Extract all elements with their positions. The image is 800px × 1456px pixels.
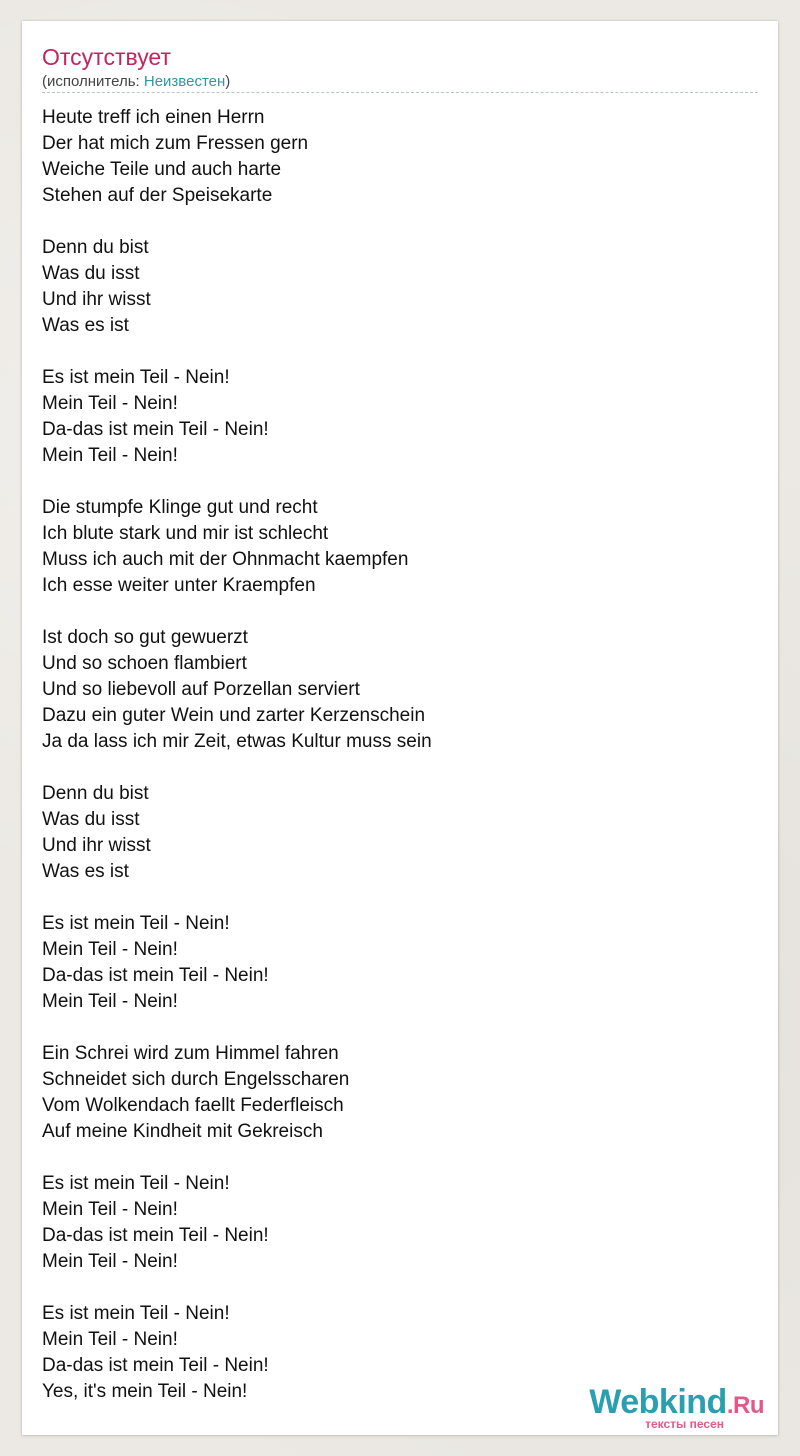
lyric-line: Was du isst [42,263,140,284]
lyric-line: Mein Teil - Nein! [42,1329,178,1350]
stanza [42,105,742,209]
stanza [42,365,742,469]
lyric-line: Da-das ist mein Teil - Nein! [42,965,269,986]
stanza [42,235,742,339]
lyric-line: Ich esse weiter unter Kraempfen [42,575,316,596]
stanza [42,911,742,1015]
lyric-line: Und so liebevoll auf Porzellan serviert [42,679,360,700]
title-divider [42,92,758,93]
lyric-line: Es ist mein Teil - Nein! [42,1173,230,1194]
lyric-line: Mein Teil - Nein! [42,445,178,466]
lyric-line: Auf meine Kindheit mit Gekreisch [42,1121,323,1142]
lyric-line: Da-das ist mein Teil - Nein! [42,419,269,440]
lyric-line: Und ihr wisst [42,835,151,856]
lyric-line: Es ist mein Teil - Nein! [42,1303,230,1324]
lyric-line: Mein Teil - Nein! [42,991,178,1012]
artist-link[interactable]: Неизвестен [143,73,226,90]
lyric-line: Ist doch so gut gewuerzt [42,627,248,648]
logo-tagline: тексты песен [645,1417,724,1431]
lyric-line: Denn du bist [42,783,149,804]
lyric-line: Stehen auf der Speisekarte [42,185,273,206]
song-title: Отсутствует [42,44,171,70]
lyric-line: Da-das ist mein Teil - Nein! [42,1225,269,1246]
lyric-line: Da-das ist mein Teil - Nein! [42,1355,269,1376]
lyrics-card [22,21,778,1435]
lyric-line: Und ihr wisst [42,289,151,310]
lyric-line: Yes, it's mein Teil - Nein! [42,1381,248,1402]
lyric-line: Mein Teil - Nein! [42,939,178,960]
artist-suffix: ) [225,73,231,90]
stanza [42,1041,742,1145]
stanza [42,1171,742,1275]
lyric-line: Was es ist [42,861,129,882]
logo-tld: .Ru [726,1392,764,1419]
lyric-line: Vom Wolkendach faellt Federfleisch [42,1095,344,1116]
lyric-line: Es ist mein Teil - Nein! [42,913,230,934]
lyric-line: Muss ich auch mit der Ohnmacht kaempfen [42,549,409,570]
stanza [42,781,742,885]
lyric-line: Ein Schrei wird zum Himmel fahren [42,1043,339,1064]
webkind-logo[interactable] [570,1383,770,1435]
stanza [42,495,742,599]
lyric-line: Heute treff ich einen Herrn [42,107,265,128]
lyric-line: Mein Teil - Nein! [42,1199,178,1220]
lyric-line: Es ist mein Teil - Nein! [42,367,230,388]
lyrics-text [42,105,742,1431]
lyric-line: Ich blute stark und mir ist schlecht [42,523,329,544]
logo-brand: Webkind [589,1383,727,1421]
stanza [42,625,742,755]
lyric-line: Denn du bist [42,237,149,258]
lyric-line: Dazu ein guter Wein und zarter Kerzenschein [42,705,426,726]
lyric-line: Die stumpfe Klinge gut und recht [42,497,318,518]
artist-line [42,73,230,91]
lyric-line: Mein Teil - Nein! [42,1251,178,1272]
lyric-line: Der hat mich zum Fressen gern [42,133,309,154]
lyric-line: Und so schoen flambiert [42,653,247,674]
artist-prefix: (исполнитель: [42,73,144,90]
lyric-line: Schneidet sich durch Engelsscharen [42,1069,350,1090]
lyric-line: Weiche Teile und auch harte [42,159,282,180]
lyric-line: Ja da lass ich mir Zeit, etwas Kultur muss sein [42,731,432,752]
lyric-line: Was du isst [42,809,140,830]
lyric-line: Was es ist [42,315,129,336]
lyric-line: Mein Teil - Nein! [42,393,178,414]
